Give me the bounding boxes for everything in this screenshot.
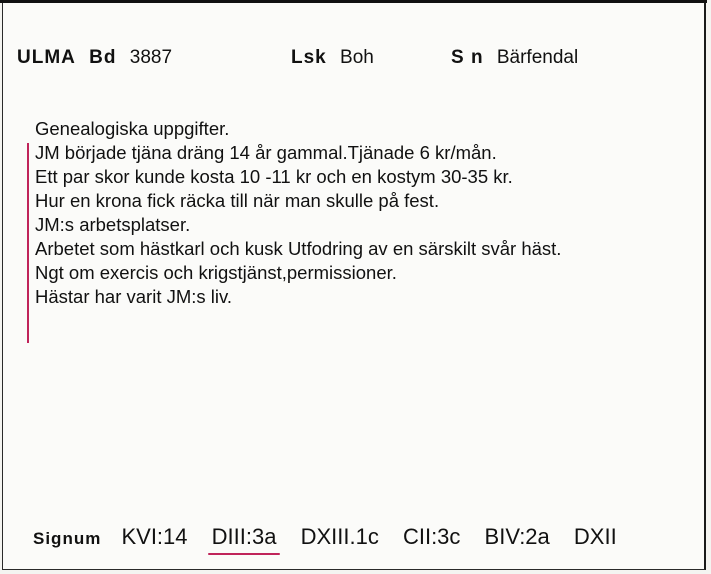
signum-code: BIV:2a bbox=[484, 524, 550, 549]
body-line: JM började tjäna dräng 14 år gammal.Tjänade 6 kr/mån. bbox=[35, 142, 497, 163]
signum-code: KVI:14 bbox=[121, 524, 188, 549]
margin-marker-line bbox=[27, 143, 29, 343]
body-line: Hur en krona fick räcka till när man skulle på fest. bbox=[35, 190, 440, 211]
ulma-label: ULMA bbox=[17, 47, 76, 68]
body-line: Ngt om exercis och krigstjänst,permissioner. bbox=[35, 262, 397, 283]
header-sn bbox=[451, 47, 578, 69]
archive-card bbox=[2, 2, 706, 570]
body-line: Genealogiska uppgifter. bbox=[35, 118, 230, 139]
bd-value: 3887 bbox=[129, 47, 173, 68]
bd-label: Bd bbox=[89, 47, 117, 68]
lsk-value: Boh bbox=[340, 47, 374, 68]
sn-label: S n bbox=[451, 47, 484, 68]
card-body bbox=[35, 117, 561, 309]
sn-value: Bärfendal bbox=[496, 47, 579, 68]
signum-label: Signum bbox=[33, 529, 102, 548]
body-line: Ett par skor kunde kosta 10 -11 kr och en kostym 30-35 kr. bbox=[35, 166, 513, 187]
signum-code: CII:3c bbox=[402, 524, 461, 549]
body-line: JM:s arbetsplatser. bbox=[35, 214, 191, 235]
header-lsk bbox=[291, 47, 374, 69]
body-line: Hästar har varit JM:s liv. bbox=[35, 286, 233, 307]
signum-code: DXIII.1c bbox=[300, 524, 379, 549]
signum-code: DIII:3a bbox=[211, 524, 277, 549]
signum-code: DXII bbox=[573, 524, 617, 549]
header-ulma bbox=[17, 47, 172, 69]
body-line: Arbetet som hästkarl och kusk Utfodring av en särskilt svår häst. bbox=[35, 238, 562, 259]
signum-row bbox=[33, 524, 635, 550]
lsk-label: Lsk bbox=[291, 47, 327, 68]
